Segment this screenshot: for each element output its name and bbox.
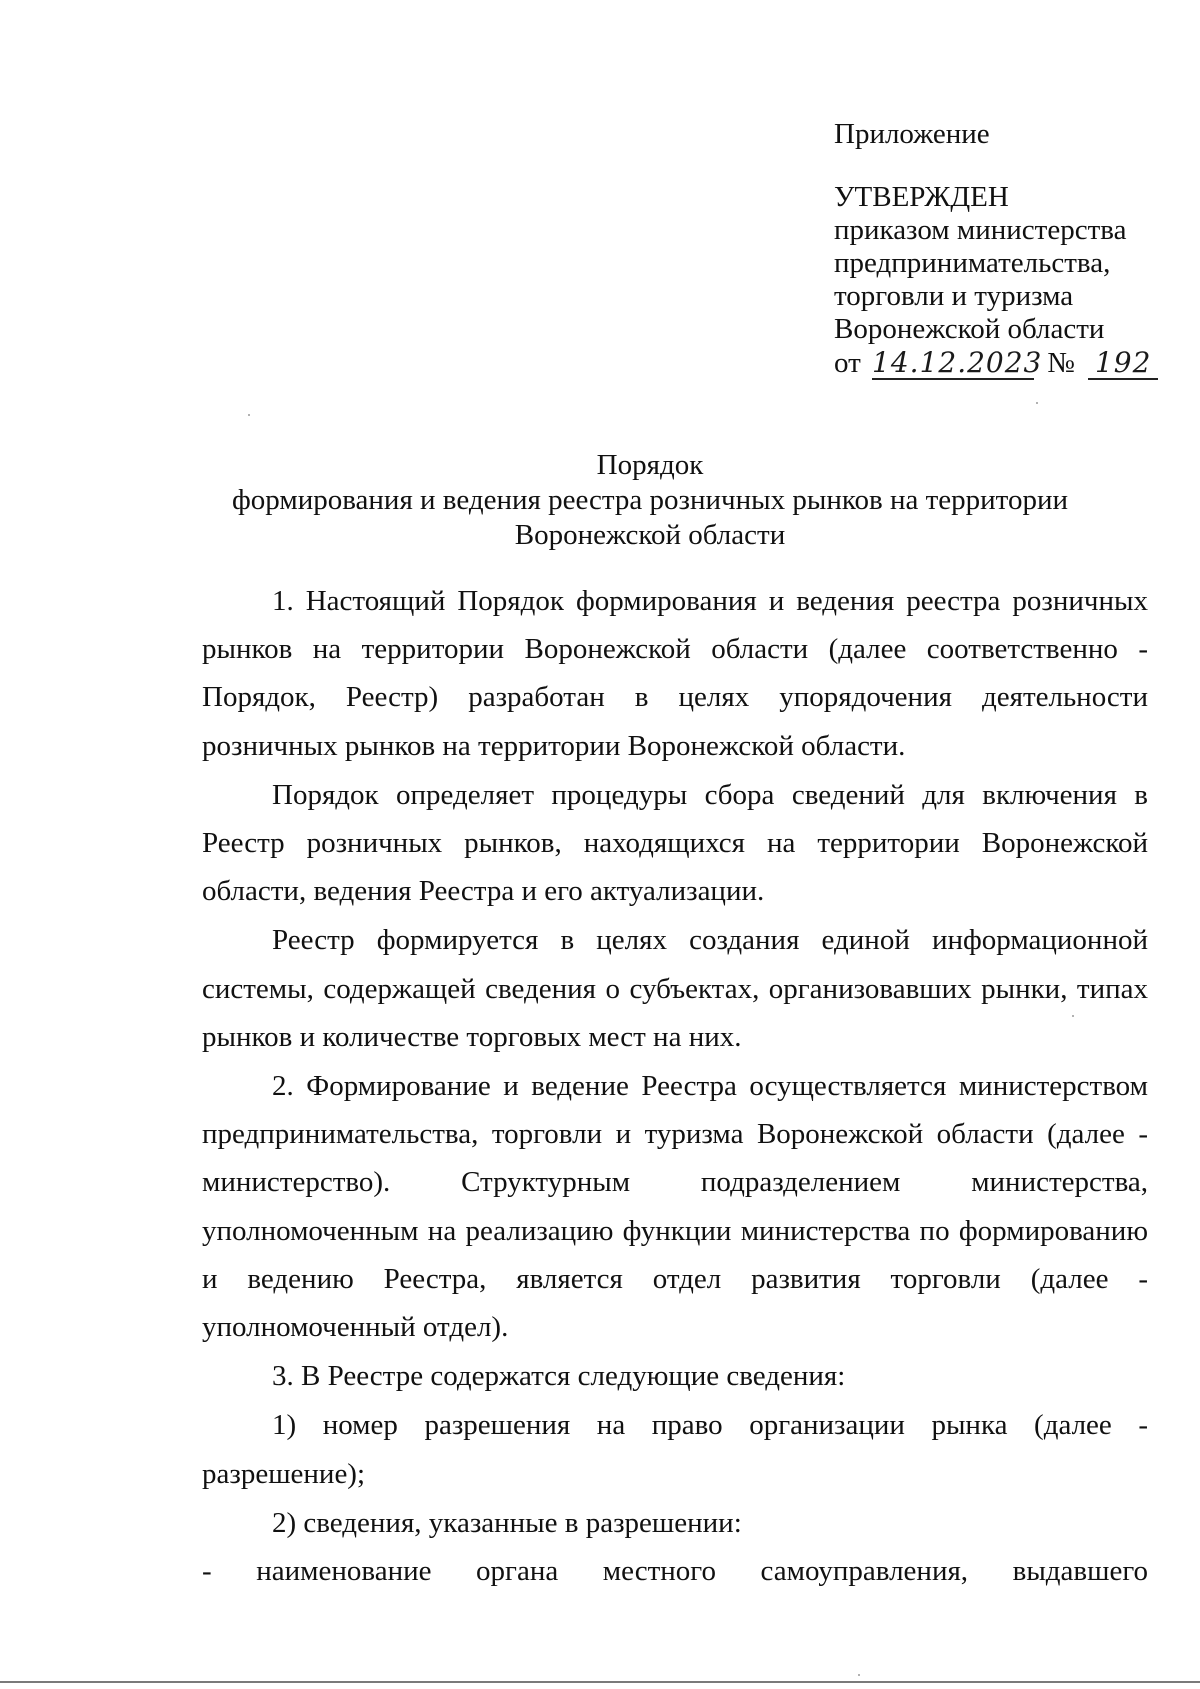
- dash-word-4: местного: [602, 1555, 716, 1588]
- title-line-2: формирования и ведения реестра розничных рынков на территории: [232, 484, 1068, 516]
- dash-word-5: самоуправления,: [760, 1555, 969, 1588]
- order-date-number-line: [834, 347, 1164, 380]
- paragraph-3: Реестр формируется в целях создания единой информационной системы, содержащей сведения о субъектах, организовавших рынки, типах рынков и количестве торговых мест на них.: [202, 924, 1148, 1053]
- from-label: от: [834, 347, 861, 379]
- list-item-1: 1) номер разрешения на право организации рынка (далее - разрешение);: [202, 1409, 1148, 1490]
- scan-bottom-edge: [0, 1681, 1200, 1683]
- paragraph-5: 3. В Реестре содержатся следующие сведения:: [272, 1360, 846, 1393]
- title-line-1: Порядок: [596, 449, 704, 481]
- paragraph-4: 2. Формирование и ведение Реестра осуществляется министерством предпринимательства, торговли и туризма Воронежской области (далее - министерство). Структурным подразделением министерства, уполномоченным на реализацию функции министерства по формированию и ведению Реестра, является отдел развития торговли (далее - уполномоченный отдел).: [202, 1070, 1148, 1344]
- paragraph-1: 1. Настоящий Порядок формирования и ведения реестра розничных рынков на территории Воронежской области (далее соответственно - Порядок, Реестр) разработан в целях упорядочения деятельности розничных рынков на территории Воронежской области.: [202, 585, 1148, 762]
- approval-line-1: приказом министерства: [834, 214, 1127, 246]
- approval-line-2: предпринимательства,: [834, 247, 1111, 279]
- scan-speck: [1036, 402, 1038, 404]
- title-line-3: Воронежской области: [514, 519, 786, 551]
- appendix-label: Приложение: [834, 118, 990, 150]
- order-date-handwritten: 14.12.2023: [872, 346, 1043, 379]
- dash-word-3: органа: [476, 1555, 559, 1588]
- document-body: [202, 577, 1148, 1595]
- approval-line-4: Воронежской области: [834, 313, 1105, 345]
- list-item-2: 2) сведения, указанные в разрешении:: [272, 1506, 742, 1539]
- scan-speck: [858, 1674, 860, 1676]
- approval-line-3: торговли и туризма: [834, 280, 1074, 312]
- order-number-handwritten: 192: [1088, 348, 1158, 380]
- number-label: №: [1047, 347, 1075, 379]
- approved-label: УТВЕРЖДЕН: [834, 181, 1009, 213]
- document-title: [200, 448, 1100, 553]
- dash-word-2: наименование: [256, 1555, 432, 1588]
- dash-word-6: выдавшего: [1012, 1555, 1148, 1588]
- paragraph-2: Порядок определяет процедуры сбора сведений для включения в Реестр розничных рынков, находящихся на территории Воронежской области, ведения Реестра и его актуализации.: [202, 778, 1148, 908]
- scan-speck: [1072, 1015, 1074, 1017]
- dash-list-item: [202, 1547, 1148, 1595]
- scan-speck: [248, 414, 250, 416]
- approval-block: [834, 118, 1164, 380]
- dash-word-1: -: [202, 1555, 212, 1588]
